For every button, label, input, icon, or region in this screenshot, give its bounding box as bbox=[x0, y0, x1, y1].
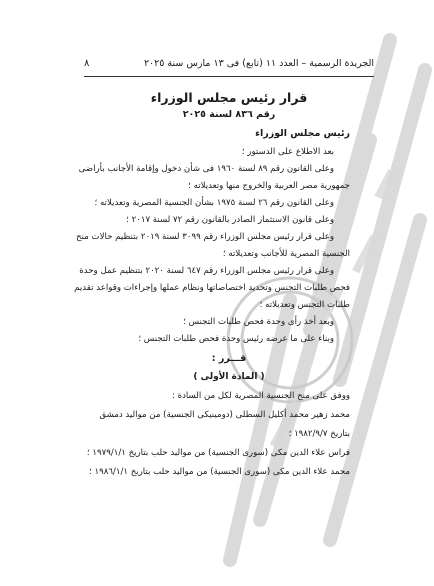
preamble-line: وعلى قانون الاستثمار الصادر بالقانون رقم ٧٢ لسنة ٢٠١٧ ؛ bbox=[126, 215, 334, 225]
preamble-line: جمهورية مصر العربية والخروج منها وتعديلاته ؛ bbox=[188, 181, 350, 191]
decided-heading: قـــرر : bbox=[211, 353, 247, 364]
preamble-line: فحص طلبات التجنس وتحديد اختصاصاتها ونظام عملها وإجراءات وقواعد تقديم bbox=[74, 283, 350, 293]
preamble-line: وبناء على ما عرضه رئيس وحدة فحص طلبات التجنس ؛ bbox=[138, 334, 334, 344]
article-line: بتاريخ ١٩٨٢/٩/٧ ؛ bbox=[288, 429, 350, 439]
decree-number: رقم ٨٣٦ لسنة ٢٠٢٥ bbox=[182, 109, 276, 120]
page-number: ٨ bbox=[84, 58, 90, 69]
preamble-line: وعلى قرار رئيس مجلس الوزراء رقم ٣٠٩٩ لسنة ٢٠١٩ بتنظيم حالات منح bbox=[76, 232, 334, 242]
article-line: ووفق على منح الجنسية المصرية لكل من السادة : bbox=[171, 391, 350, 401]
preamble-line: وعلى قرار رئيس مجلس الوزراء رقم ٦٤٧ لسنة ٢٠٢٠ بتنظيم عمل وحدة bbox=[79, 266, 334, 276]
article-line: فراس علاء الدين مكى (سورى الجنسية) من مواليد حلب بتاريخ ١٩٧٩/١/١ ؛ bbox=[86, 448, 350, 458]
issuer-heading: رئيس مجلس الوزراء bbox=[255, 128, 350, 139]
preamble-line: وعلى القانون رقم ٢٦ لسنة ١٩٧٥ بشأن الجنسية المصرية وتعديلاته ؛ bbox=[94, 198, 334, 208]
article-heading: ( المادة الأولى ) bbox=[193, 372, 265, 382]
article-line: محمد زهير محمد أكليل السطلى (دومينيكى الجنسية) من مواليد دمشق bbox=[99, 410, 350, 420]
preamble-line: بعد الاطلاع على الدستور ؛ bbox=[241, 147, 334, 157]
gazette-header-text: الجريدة الرسمية – العدد ١١ (تابع) فى ١٣ مارس سنة ٢٠٢٥ bbox=[143, 58, 374, 69]
preamble-line: وبعد أخذ رأى وحدة فحص طلبات التجنس ؛ bbox=[183, 317, 334, 327]
preamble-line: طلبات التجنس وتعديلاته ؛ bbox=[259, 300, 350, 310]
page-header bbox=[84, 58, 374, 76]
header-rule bbox=[84, 76, 374, 77]
preamble-line: الجنسية المصرية للأجانب وتعديلاته ؛ bbox=[222, 249, 350, 259]
article-line: محمد علاء الدين مكى (سورى الجنسية) من مواليد حلب بتاريخ ١٩٨٦/١/١ ؛ bbox=[89, 467, 350, 477]
decree-title: قرار رئيس مجلس الوزراء bbox=[150, 90, 308, 105]
preamble-line: وعلى القانون رقم ٨٩ لسنة ١٩٦٠ فى شأن دخول وإقامة الأجانب بأراضى bbox=[78, 164, 334, 174]
